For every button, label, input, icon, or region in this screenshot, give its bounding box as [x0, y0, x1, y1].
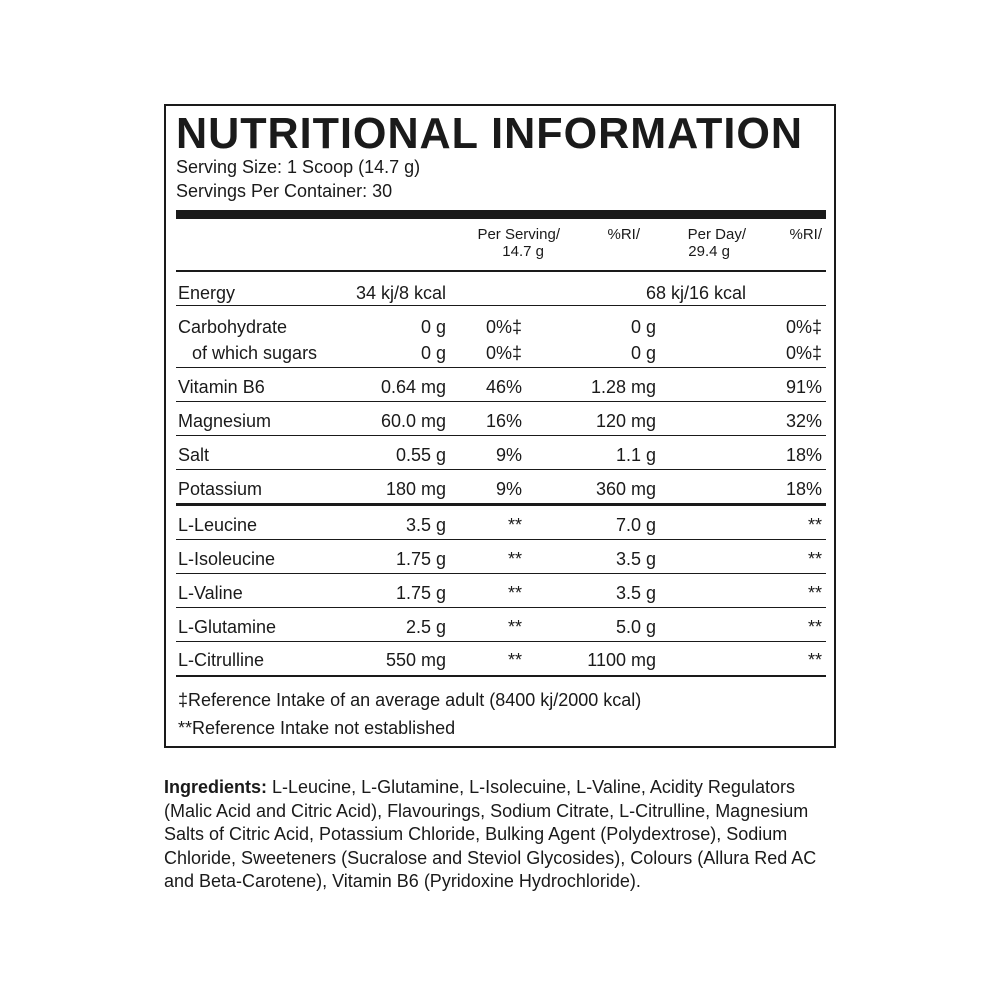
row-label: Potassium	[178, 479, 263, 499]
row-ri-day: **	[807, 549, 822, 569]
divider	[176, 573, 826, 574]
row-per-serving: 550 mg	[385, 650, 446, 670]
divider	[176, 675, 826, 677]
divider	[176, 305, 826, 306]
row-per-serving: 0 g	[420, 317, 446, 337]
row-ri-serving: 9%	[495, 479, 522, 499]
row-label: L-Isoleucine	[178, 549, 276, 569]
row-per-day: 0 g	[630, 317, 656, 337]
row-ri-day: **	[807, 583, 822, 603]
row-ri-day: 18%	[785, 445, 822, 465]
row-label: Carbohydrate	[178, 317, 288, 337]
row-per-day: 5.0 g	[615, 617, 656, 637]
row-per-serving: 2.5 g	[405, 617, 446, 637]
row-ri-serving: **	[507, 515, 522, 535]
energy-per-serving: 34 kj/8 kcal	[355, 283, 446, 303]
row-per-day: 7.0 g	[615, 515, 656, 535]
row-ri-day: 0%‡	[785, 343, 822, 363]
row-ri-serving: **	[507, 583, 522, 603]
row-per-day: 360 mg	[595, 479, 656, 499]
row-label-energy: Energy	[178, 283, 236, 303]
row-ri-serving: 16%	[485, 411, 522, 431]
row-per-day: 120 mg	[595, 411, 656, 431]
divider	[176, 435, 826, 436]
row-ri-day: 91%	[785, 377, 822, 397]
row-per-serving: 180 mg	[385, 479, 446, 499]
row-per-day: 1.28 mg	[590, 377, 656, 397]
divider	[176, 607, 826, 608]
row-per-day: 3.5 g	[615, 583, 656, 603]
row-label: L-Leucine	[178, 515, 258, 535]
header-per-serving: Per Serving/ 14.7 g	[477, 226, 560, 260]
row-per-serving: 60.0 mg	[380, 411, 446, 431]
serving-size: Serving Size: 1 Scoop (14.7 g)	[176, 157, 421, 177]
row-ri-serving: **	[507, 617, 522, 637]
ingredients-text: L-Leucine, L-Glutamine, L-Isolecuine, L-Valine, Acidity Regulators (Malic Acid and Citric Acid), Flavourings, Sodium Citrate, L-Citrulline, Magnesium Salts of Citric Acid, Potassium Chloride, Bulking Agent (Polydextrose), Sodium Chloride, Sweeteners (Sucralose and Steviol Glycosides), Colours (Allura Red AC and Beta-Carotene), Vitamin B6 (Pyridoxine Hydrochloride).	[164, 777, 817, 891]
title-divider	[176, 210, 826, 219]
row-per-serving: 1.75 g	[395, 583, 446, 603]
row-ri-day: 0%‡	[785, 317, 822, 337]
row-ri-serving: **	[507, 549, 522, 569]
row-label: of which sugars	[192, 343, 318, 363]
row-per-day: 1100 mg	[587, 650, 656, 670]
row-label: L-Glutamine	[178, 617, 277, 637]
ingredients-label: Ingredients:	[164, 777, 268, 797]
footnote-reference-intake: ‡Reference Intake of an average adult (8400 kj/2000 kcal)	[178, 690, 642, 710]
divider	[176, 367, 826, 368]
divider	[176, 539, 826, 540]
row-per-day: 3.5 g	[615, 549, 656, 569]
row-per-serving: 1.75 g	[395, 549, 446, 569]
row-ri-day: **	[807, 650, 822, 670]
row-per-day: 0 g	[630, 343, 656, 363]
energy-per-day: 68 kj/16 kcal	[645, 283, 746, 303]
divider	[176, 503, 826, 506]
divider	[176, 401, 826, 402]
row-label: Vitamin B6	[178, 377, 265, 397]
row-label: L-Citrulline	[178, 650, 265, 670]
servings-per-container: Servings Per Container: 30	[176, 181, 393, 201]
row-label: Salt	[178, 445, 210, 465]
row-per-serving: 0.55 g	[395, 445, 446, 465]
nutrition-panel	[164, 104, 836, 748]
header-per-day: Per Day/ 29.4 g	[687, 226, 746, 260]
row-per-serving: 0.64 mg	[380, 377, 446, 397]
row-ri-serving: 9%	[495, 445, 522, 465]
row-ri-serving: 46%	[485, 377, 522, 397]
row-label: Magnesium	[178, 411, 272, 431]
row-ri-day: 32%	[785, 411, 822, 431]
header-ri-day: %RI/	[789, 226, 822, 243]
row-per-day: 1.1 g	[615, 445, 656, 465]
row-ri-day: **	[807, 515, 822, 535]
divider	[176, 270, 826, 272]
footnote-not-established: **Reference Intake not established	[178, 718, 456, 738]
row-per-serving: 3.5 g	[405, 515, 446, 535]
row-label: L-Valine	[178, 583, 243, 603]
row-per-serving: 0 g	[420, 343, 446, 363]
ingredients-block	[164, 776, 844, 894]
panel-title: NUTRITIONAL INFORMATION	[176, 109, 803, 158]
row-ri-serving: 0%‡	[485, 317, 522, 337]
row-ri-day: 18%	[785, 479, 822, 499]
row-ri-day: **	[807, 617, 822, 637]
divider	[176, 641, 826, 642]
row-ri-serving: **	[507, 650, 522, 670]
divider	[176, 469, 826, 470]
header-ri-serving: %RI/	[607, 226, 640, 243]
row-ri-serving: 0%‡	[485, 343, 522, 363]
